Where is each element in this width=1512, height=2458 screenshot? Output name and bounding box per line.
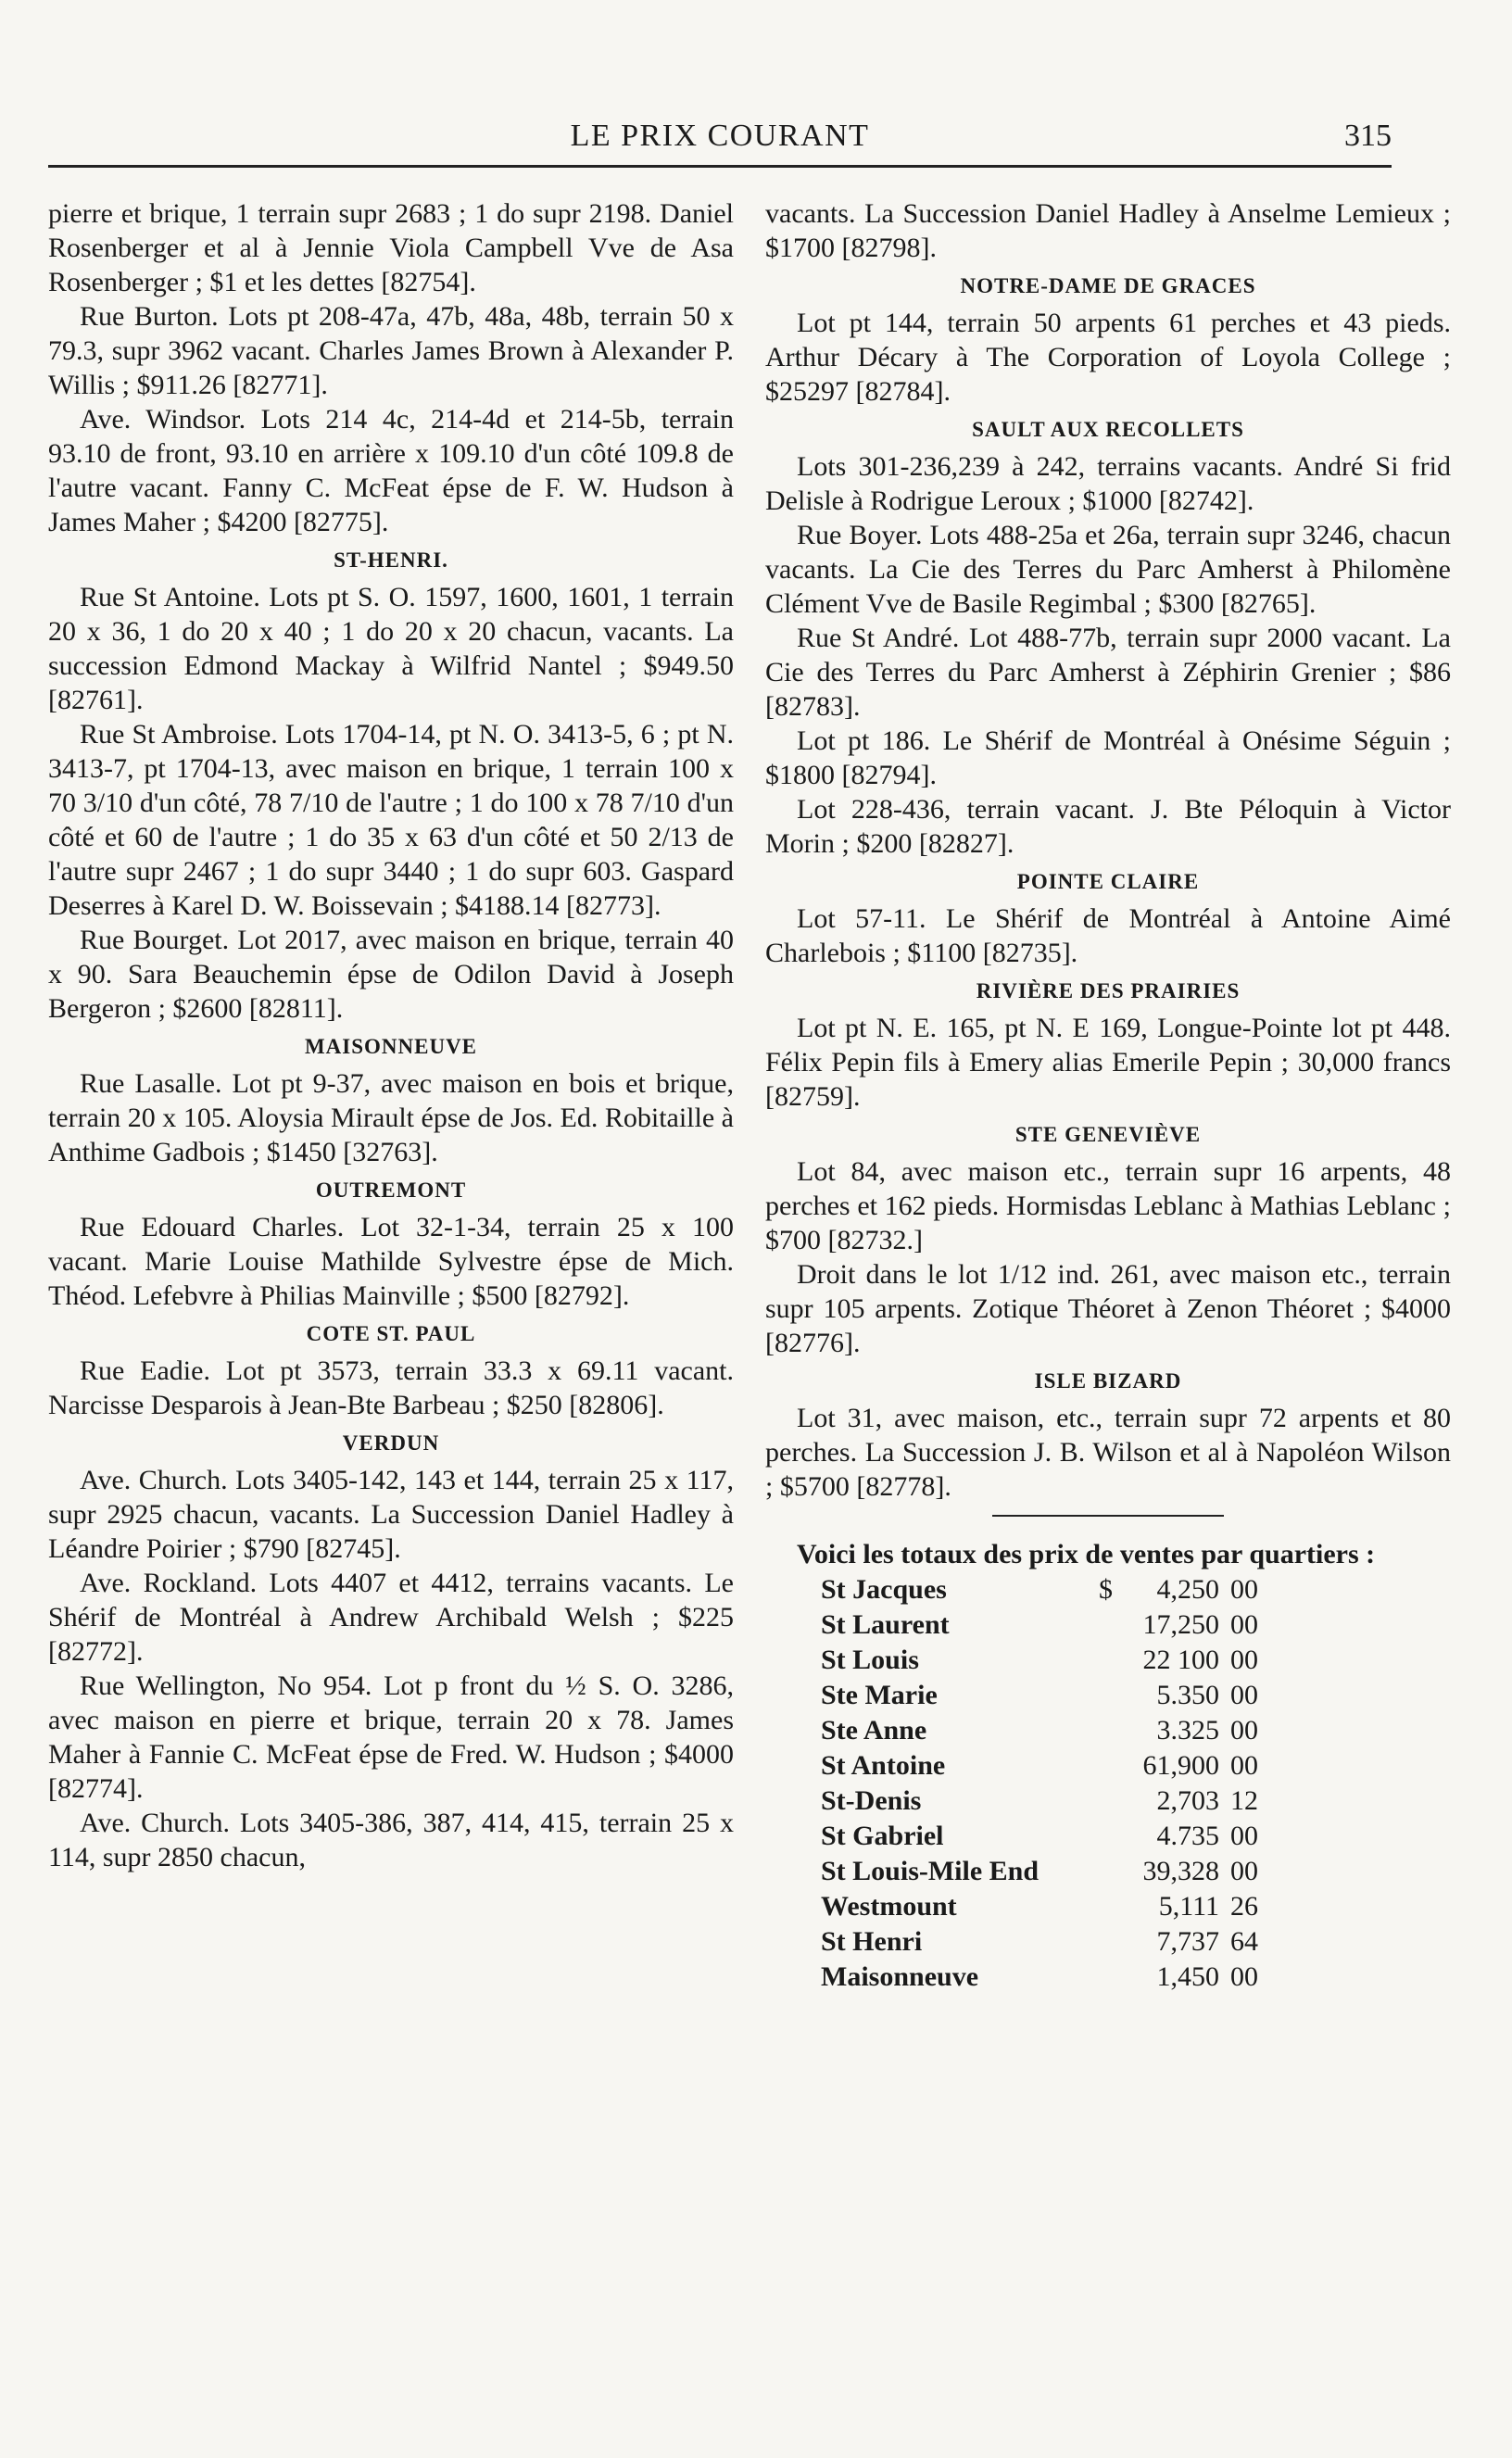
cents-value: 00 [1230, 1609, 1258, 1640]
dollar-sign [1099, 1854, 1117, 1889]
quarter-name: Ste Marie [821, 1680, 938, 1710]
quarter-name: St Henri [821, 1926, 923, 1957]
section-heading: ST-HENRI. [334, 548, 448, 572]
section-heading: COTE ST. PAUL [306, 1322, 476, 1345]
dollar-sign [1099, 1889, 1117, 1924]
right-column [765, 196, 1451, 1995]
amount-value: 4.735 [1156, 1821, 1219, 1851]
entry-paragraph: Ave. Windsor. Lots 214 4c, 214-4d et 214-5b, terrain 93.10 de front, 93.10 en arrière x 109.10 d'un côté 109.8 de l'autre vacant. Fanny C. McFeat épse de F. W. Hudson à James Maher ; $4200 [82775]. [48, 404, 734, 537]
totals-intro: Voici les totaux des prix de ventes par quartiers : [797, 1539, 1376, 1569]
entry-paragraph: Lot pt 186. Le Shérif de Montréal à Onésime Séguin ; $1800 [82794]. [765, 725, 1451, 790]
quarter-name: St Antoine [821, 1750, 946, 1781]
entry-paragraph: Rue Bourget. Lot 2017, avec maison en brique, terrain 40 x 90. Sara Beauchemin épse de Odilon David à Joseph Bergeron ; $2600 [82811]. [48, 925, 734, 1024]
entry-paragraph: Ave. Church. Lots 3405-386, 387, 414, 415, terrain 25 x 114, supr 2850 chacun, [48, 1808, 734, 1872]
entry-paragraph: Lot 57-11. Le Shérif de Montréal à Antoine Aimé Charlebois ; $1100 [82735]. [765, 903, 1451, 968]
totals-row [821, 1607, 1286, 1643]
quarter-name: St Laurent [821, 1609, 950, 1640]
entry-paragraph: Rue Boyer. Lots 488-25a et 26a, terrain supr 3246, chacun vacants. La Cie des Terres du Parc Amherst à Philomène Clément Vve de Basile Regimbal ; $300 [82765]. [765, 520, 1451, 619]
entry-paragraph: Lot pt 144, terrain 50 arpents 61 perches et 43 pieds. Arthur Décary à The Corporation of Loyola College ; $25297 [82784]. [765, 308, 1451, 407]
section-divider [992, 1515, 1224, 1517]
quarter-name: St Louis [821, 1645, 919, 1675]
totals-row [821, 1784, 1286, 1819]
entry-paragraph: Rue Lasalle. Lot pt 9-37, avec maison en bois et brique, terrain 20 x 105. Aloysia Mirault épse de Jos. Ed. Robitaille à Anthime Gadbois ; $1450 [32763]. [48, 1068, 734, 1167]
amount-value: 17,250 [1142, 1609, 1219, 1640]
entry-paragraph: Ave. Church. Lots 3405-142, 143 et 144, terrain 25 x 117, supr 2925 chacun, vacants. La Succession Daniel Hadley à Léandre Poirier ; $790 [82745]. [48, 1465, 734, 1564]
left-column [48, 196, 734, 1874]
dollar-sign [1099, 1643, 1117, 1678]
entry-paragraph: Ave. Rockland. Lots 4407 et 4412, terrains vacants. Le Shérif de Montréal à Andrew Archibald Welsh ; $225 [82772]. [48, 1568, 734, 1667]
entry-paragraph: Rue St Ambroise. Lots 1704-14, pt N. O. 3413-5, 6 ; pt N. 3413-7, pt 1704-13, avec maison en brique, 1 terrain 100 x 70 3/10 d'un côté, 78 7/10 de l'autre ; 1 do 100 x 78 7/10 d'un côté et 60 de l'autre ; 1 do 35 x 63 d'un côté et 50 2/13 de l'autre supr 2467 ; 1 do supr 3440 ; 1 do supr 603. Gaspard Deserres à Karel D. W. Boissevain ; $4188.14 [82773]. [48, 719, 734, 921]
totals-row [821, 1854, 1286, 1889]
entry-paragraph: Lot 31, avec maison, etc., terrain supr 72 arpents et 80 perches. La Succession J. B. Wilson et al à Napoléon Wilson ; $5700 [82778]. [765, 1403, 1451, 1502]
entry-paragraph: Droit dans le lot 1/12 ind. 261, avec maison etc., terrain supr 105 arpents. Zotique Théoret à Zenon Théoret ; $4000 [82776]. [765, 1259, 1451, 1358]
amount-value: 39,328 [1142, 1856, 1219, 1886]
quarter-name: Westmount [821, 1891, 957, 1922]
cents-value: 64 [1230, 1926, 1258, 1957]
cents-value: 26 [1230, 1891, 1258, 1922]
page-header [48, 109, 1392, 168]
quarter-name: Ste Anne [821, 1715, 927, 1746]
dollar-sign [1099, 1607, 1117, 1643]
entry-paragraph: Rue Wellington, No 954. Lot p front du ½ S. O. 3286, avec maison en pierre et brique, terrain 20 x 78. James Maher à Fannie C. McFeat épse de Fred. W. Hudson ; $4000 [82774]. [48, 1670, 734, 1804]
quarter-name: St-Denis [821, 1785, 922, 1816]
entry-paragraph: Lot 228-436, terrain vacant. J. Bte Péloquin à Victor Morin ; $200 [82827]. [765, 794, 1451, 859]
entry-paragraph: pierre et brique, 1 terrain supr 2683 ; 1 do supr 2198. Daniel Rosenberger et al à Jennie Viola Campbell Vve de Asa Rosenberger ; $1 et les dettes [82754]. [48, 198, 734, 297]
section-heading: OUTREMONT [315, 1179, 467, 1202]
amount-value: 5,111 [1158, 1891, 1219, 1922]
amount-value: 61,900 [1142, 1750, 1219, 1781]
dollar-sign [1099, 1784, 1117, 1819]
section-heading: NOTRE-DAME DE GRACES [960, 274, 1256, 297]
section-heading: VERDUN [342, 1431, 440, 1455]
quarter-name: St Gabriel [821, 1821, 944, 1851]
totals-row [821, 1748, 1286, 1784]
dollar-sign: $ [1099, 1574, 1113, 1605]
cents-value: 00 [1230, 1750, 1258, 1781]
section-heading: RIVIÈRE DES PRAIRIES [976, 979, 1241, 1002]
dollar-sign [1099, 1960, 1117, 1995]
totals-row [821, 1960, 1286, 1995]
entry-paragraph: Rue Edouard Charles. Lot 32-1-34, terrain 25 x 100 vacant. Marie Louise Mathilde Sylvestre épse de Mich. Théod. Lefebvre à Philias Mainville ; $500 [82792]. [48, 1212, 734, 1311]
section-heading: POINTE CLAIRE [1016, 870, 1200, 893]
cents-value: 00 [1230, 1645, 1258, 1675]
dollar-sign [1099, 1713, 1117, 1748]
entry-paragraph: Lot pt N. E. 165, pt N. E 169, Longue-Pointe lot pt 448. Félix Pepin fils à Emery alias Emerile Pepin ; 30,000 francs [82759]. [765, 1013, 1451, 1112]
page-number: 315 [1344, 119, 1392, 153]
cents-value: 00 [1230, 1680, 1258, 1710]
quarter-name: St Louis-Mile End [821, 1856, 1040, 1886]
dollar-sign [1099, 1748, 1117, 1784]
publication-title: LE PRIX COURANT [570, 119, 870, 153]
totals-row [821, 1924, 1286, 1960]
totals-row [821, 1819, 1286, 1854]
totals-row [821, 1713, 1286, 1748]
entry-paragraph: Lot 84, avec maison etc., terrain supr 16 arpents, 48 perches et 162 pieds. Hormisdas Leblanc à Mathias Leblanc ; $700 [82732.] [765, 1156, 1451, 1255]
dollar-sign [1099, 1678, 1117, 1713]
cents-value: 00 [1230, 1574, 1258, 1605]
totals-row [821, 1889, 1286, 1924]
dollar-sign [1099, 1924, 1117, 1960]
entry-paragraph: Rue Burton. Lots pt 208-47a, 47b, 48a, 48b, terrain 50 x 79.3, supr 3962 vacant. Charles James Brown à Alexander P. Willis ; $911.26 [82771]. [48, 301, 734, 400]
amount-value: 2,703 [1156, 1785, 1219, 1816]
quarter-name: St Jacques [821, 1574, 947, 1605]
entry-paragraph: Rue St André. Lot 488-77b, terrain supr 2000 vacant. La Cie des Terres du Parc Amherst à Zéphirin Grenier ; $86 [82783]. [765, 623, 1451, 722]
amount-value: 3.325 [1156, 1715, 1219, 1746]
cents-value: 00 [1230, 1961, 1258, 1992]
amount-value: 1,450 [1156, 1961, 1219, 1992]
cents-value: 00 [1230, 1856, 1258, 1886]
amount-value: 4,250 [1156, 1574, 1219, 1605]
totals-table [821, 1572, 1286, 1995]
totals-row [821, 1643, 1286, 1678]
dollar-sign [1099, 1819, 1117, 1854]
cents-value: 12 [1230, 1785, 1258, 1816]
section-heading: STE GENEVIÈVE [1014, 1123, 1202, 1146]
entry-paragraph: Rue St Antoine. Lots pt S. O. 1597, 1600, 1601, 1 terrain 20 x 36, 1 do 20 x 40 ; 1 do 20 x 20 chacun, vacants. La succession Edmond Mackay à Wilfrid Nantel ; $949.50 [82761]. [48, 582, 734, 715]
totals-row [821, 1572, 1286, 1607]
cents-value: 00 [1230, 1715, 1258, 1746]
entry-paragraph: Lots 301-236,239 à 242, terrains vacants. André Si frid Delisle à Rodrigue Leroux ; $1000 [82742]. [765, 451, 1451, 516]
section-heading: ISLE BIZARD [1034, 1369, 1182, 1393]
entry-paragraph: vacants. La Succession Daniel Hadley à Anselme Lemieux ; $1700 [82798]. [765, 198, 1451, 263]
cents-value: 00 [1230, 1821, 1258, 1851]
amount-value: 5.350 [1156, 1680, 1219, 1710]
amount-value: 7,737 [1156, 1926, 1219, 1957]
section-heading: SAULT AUX RECOLLETS [972, 418, 1244, 441]
totals-row [821, 1678, 1286, 1713]
entry-paragraph: Rue Eadie. Lot pt 3573, terrain 33.3 x 69.11 vacant. Narcisse Desparois à Jean-Bte Barbeau ; $250 [82806]. [48, 1355, 734, 1420]
amount-value: 22 100 [1142, 1645, 1219, 1675]
quarter-name: Maisonneuve [821, 1961, 979, 1992]
section-heading: MAISONNEUVE [304, 1035, 478, 1058]
